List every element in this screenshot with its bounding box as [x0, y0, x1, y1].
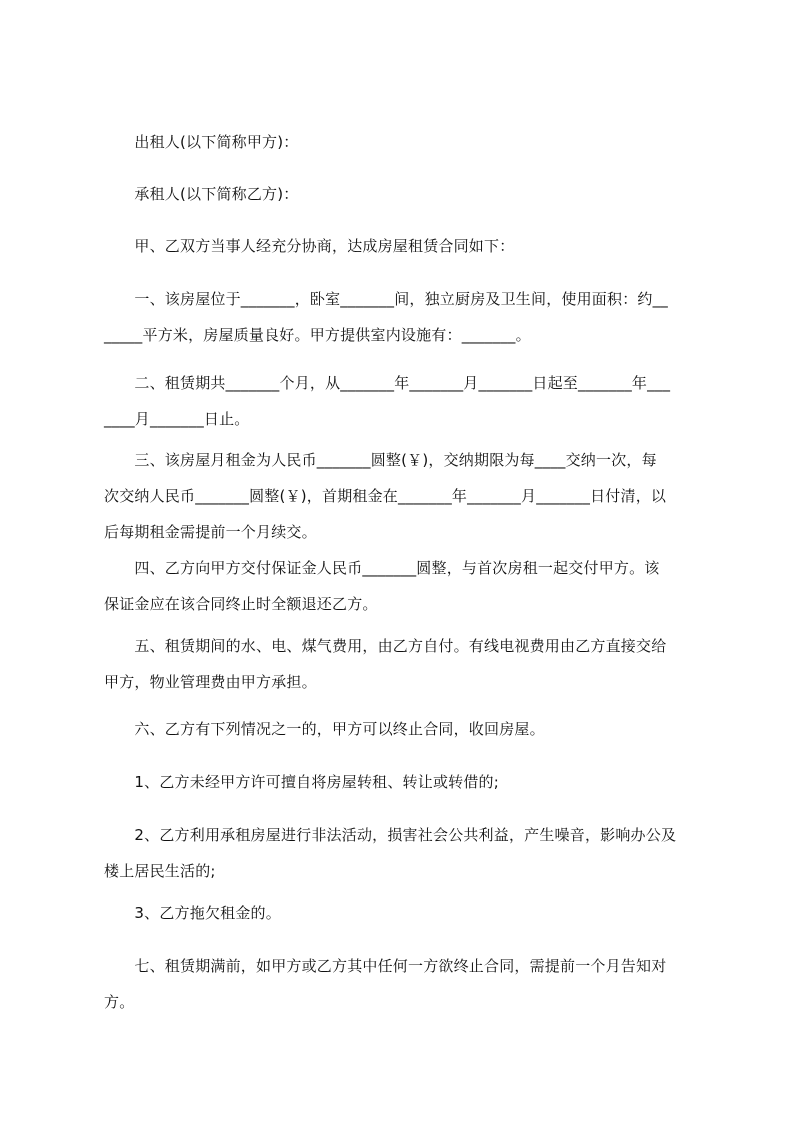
text-line: 保证金应在该合同终止时全额退还乙方。	[104, 595, 378, 613]
text-line: 后每期租金需提前一个月续交。	[104, 523, 317, 541]
clause-5-utilities	[104, 628, 704, 700]
clause-4-deposit	[104, 550, 704, 622]
text-line: 六、乙方有下列情况之一的，甲方可以终止合同，收回房屋。	[104, 720, 545, 738]
text-line: 出租人(以下简称甲方)：	[104, 133, 299, 151]
paragraph-lessor	[104, 124, 704, 160]
text-line: 七、租赁期满前，如甲方或乙方其中任何一方欲终止合同，需提前一个月告知对	[104, 957, 667, 975]
clause-3-rent	[104, 442, 704, 550]
text-line: ____月_______日止。	[104, 410, 250, 428]
text-line: _____平方米，房屋质量良好。甲方提供室内设施有：_______。	[104, 326, 531, 344]
text-line: 甲、乙双方当事人经充分协商，达成房屋租赁合同如下：	[104, 237, 515, 255]
text-line: 楼上居民生活的;	[104, 862, 216, 880]
paragraph-intro	[104, 228, 704, 264]
text-line: 二、租赁期共_______个月，从_______年_______月_______日起至_______年___	[104, 374, 671, 392]
text-line: 1、乙方未经甲方许可擅自将房屋转租、转让或转借的;	[104, 773, 499, 791]
clause-6-item-1	[104, 764, 704, 800]
text-line: 次交纳人民币_______圆整(￥)，首期租金在_______年_______月_______日付清，以	[104, 487, 667, 505]
clause-6-termination	[104, 711, 704, 747]
clause-7-early-termination	[104, 948, 704, 1020]
text-line: 甲方，物业管理费由甲方承担。	[104, 673, 317, 691]
text-line: 一、该房屋位于_______，卧室_______间，独立厨房及卫生间，使用面积：约__	[104, 290, 669, 308]
text-line: 三、该房屋月租金为人民币_______圆整(￥)，交纳期限为每____交纳一次，每	[104, 451, 657, 469]
text-line: 3、乙方拖欠租金的。	[104, 904, 281, 922]
text-line: 五、租赁期间的水、电、煤气费用，由乙方自付。有线电视费用由乙方直接交给	[104, 637, 667, 655]
clause-1-property	[104, 281, 704, 353]
clause-6-item-2	[104, 817, 704, 889]
text-line: 方。	[104, 993, 135, 1011]
text-line: 2、乙方利用承租房屋进行非法活动，损害社会公共利益，产生噪音，影响办公及	[104, 826, 677, 844]
text-line: 四、乙方向甲方交付保证金人民币_______圆整，与首次房租一起交付甲方。该	[104, 559, 660, 577]
text-line: 承租人(以下简称乙方)：	[104, 185, 299, 203]
clause-6-item-3	[104, 895, 704, 931]
clause-2-term	[104, 365, 704, 437]
paragraph-lessee	[104, 176, 704, 212]
